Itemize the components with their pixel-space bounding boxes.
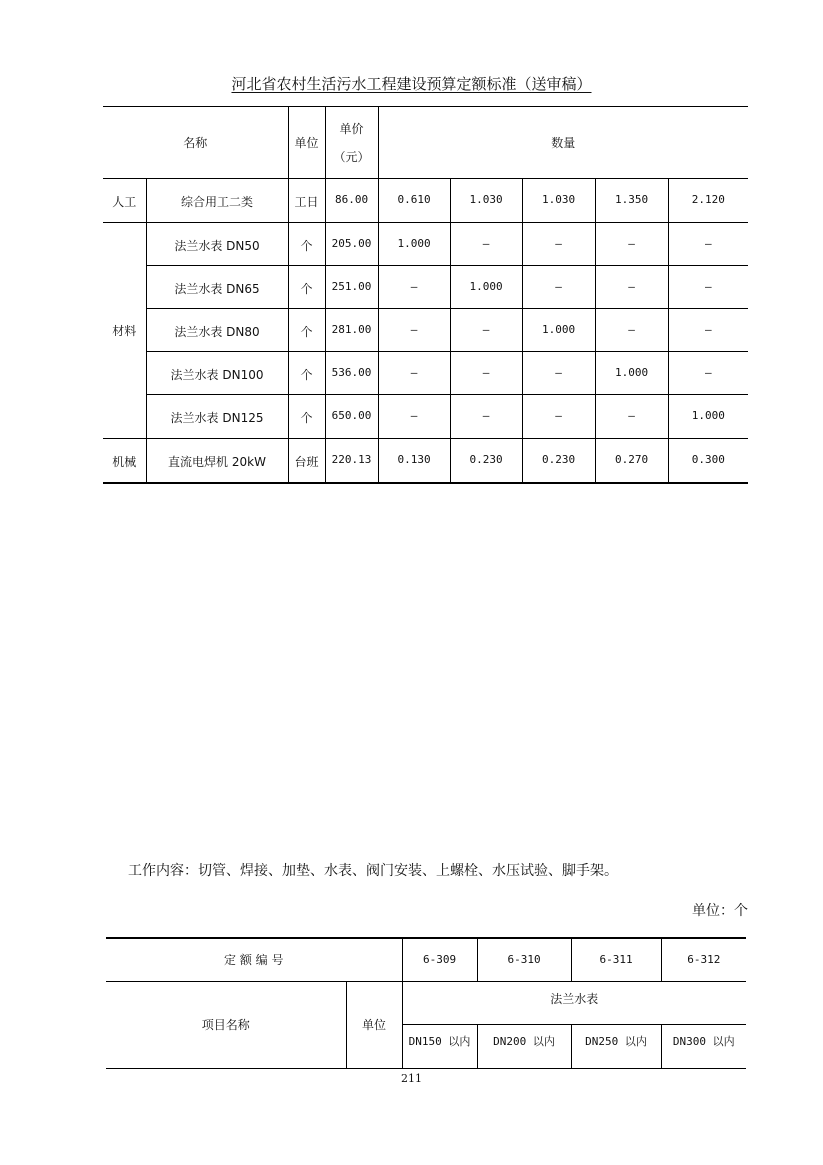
header-unit: 单位 [288,107,325,179]
item-unit: 个 [288,266,325,309]
quota-resource-table [103,106,748,484]
qty-cell: 1.000 [450,266,522,309]
item-price: 220.13 [325,439,378,483]
unit-label: 单位 [346,981,402,1068]
qty-cell: 1.000 [522,309,595,352]
header-quantity: 数量 [378,107,748,179]
item-unit: 个 [288,395,325,439]
quota-code: 6-311 [571,938,661,981]
size-label: DN200 以内 [477,1024,571,1068]
table-row [103,266,748,309]
qty-cell: 0.130 [378,439,450,483]
qty-cell: – [595,309,668,352]
item-name: 直流电焊机 20kW [146,439,288,483]
qty-cell: – [668,266,748,309]
category-machinery: 机械 [103,439,146,483]
item-unit: 个 [288,309,325,352]
table-row [103,179,748,223]
unit-note: 单位：个 [692,903,748,919]
item-price: 86.00 [325,179,378,223]
qty-cell: – [595,395,668,439]
size-label: DN250 以内 [571,1024,661,1068]
item-unit: 个 [288,352,325,395]
category-materials: 材料 [103,223,146,439]
item-price: 281.00 [325,309,378,352]
item-price: 536.00 [325,352,378,395]
category-labor: 人工 [103,179,146,223]
item-name: 法兰水表 DN65 [146,266,288,309]
qty-cell: 1.000 [668,395,748,439]
item-name: 法兰水表 DN125 [146,395,288,439]
qty-cell: – [668,223,748,266]
size-label: DN150 以内 [402,1024,477,1068]
page-number: 211 [401,1072,422,1085]
item-name-label: 项目名称 [106,981,346,1068]
qty-cell: – [668,309,748,352]
qty-cell: – [595,223,668,266]
qty-cell: – [378,352,450,395]
quota-code-table [106,937,746,1069]
qty-cell: – [522,352,595,395]
qty-cell: 1.030 [450,179,522,223]
item-name: 综合用工二类 [146,179,288,223]
qty-cell: – [450,223,522,266]
qty-cell: – [450,395,522,439]
qty-cell: – [450,309,522,352]
item-unit: 个 [288,223,325,266]
qty-cell: – [522,395,595,439]
document-title: 河北省农村生活污水工程建设预算定额标准（送审稿） [231,75,592,93]
qty-cell: 0.270 [595,439,668,483]
quota-code: 6-312 [661,938,746,981]
item-unit: 台班 [288,439,325,483]
qty-cell: – [668,352,748,395]
qty-cell: 0.300 [668,439,748,483]
item-price: 251.00 [325,266,378,309]
table-row [103,439,748,483]
work-content-text: 工作内容：切管、焊接、加垫、水表、阀门安装、上螺栓、水压试验、脚手架。 [128,863,618,879]
header-name: 名称 [103,107,288,179]
qty-cell: – [450,352,522,395]
size-label: DN300 以内 [661,1024,746,1068]
quota-code: 6-310 [477,938,571,981]
qty-cell: 0.230 [522,439,595,483]
table-row [103,395,748,439]
qty-cell: 1.000 [595,352,668,395]
table-header-row [103,107,748,179]
group-label: 法兰水表 [402,981,746,1024]
item-name: 法兰水表 DN80 [146,309,288,352]
qty-cell: – [595,266,668,309]
item-price: 650.00 [325,395,378,439]
qty-cell: 1.350 [595,179,668,223]
item-name: 法兰水表 DN50 [146,223,288,266]
qty-cell: – [378,395,450,439]
item-price: 205.00 [325,223,378,266]
quota-code: 6-309 [402,938,477,981]
qty-cell: 2.120 [668,179,748,223]
code-label: 定 额 编 号 [106,938,402,981]
table-row [103,309,748,352]
qty-cell: 1.000 [378,223,450,266]
header-price: 单价 （元） [325,107,378,179]
qty-cell: – [522,223,595,266]
table-row [103,352,748,395]
qty-cell: 1.030 [522,179,595,223]
qty-cell: – [378,266,450,309]
qty-cell: 0.230 [450,439,522,483]
qty-cell: – [378,309,450,352]
qty-cell: – [522,266,595,309]
table-row [103,223,748,266]
item-name: 法兰水表 DN100 [146,352,288,395]
group-row [106,981,746,1024]
qty-cell: 0.610 [378,179,450,223]
code-row [106,938,746,981]
item-unit: 工日 [288,179,325,223]
